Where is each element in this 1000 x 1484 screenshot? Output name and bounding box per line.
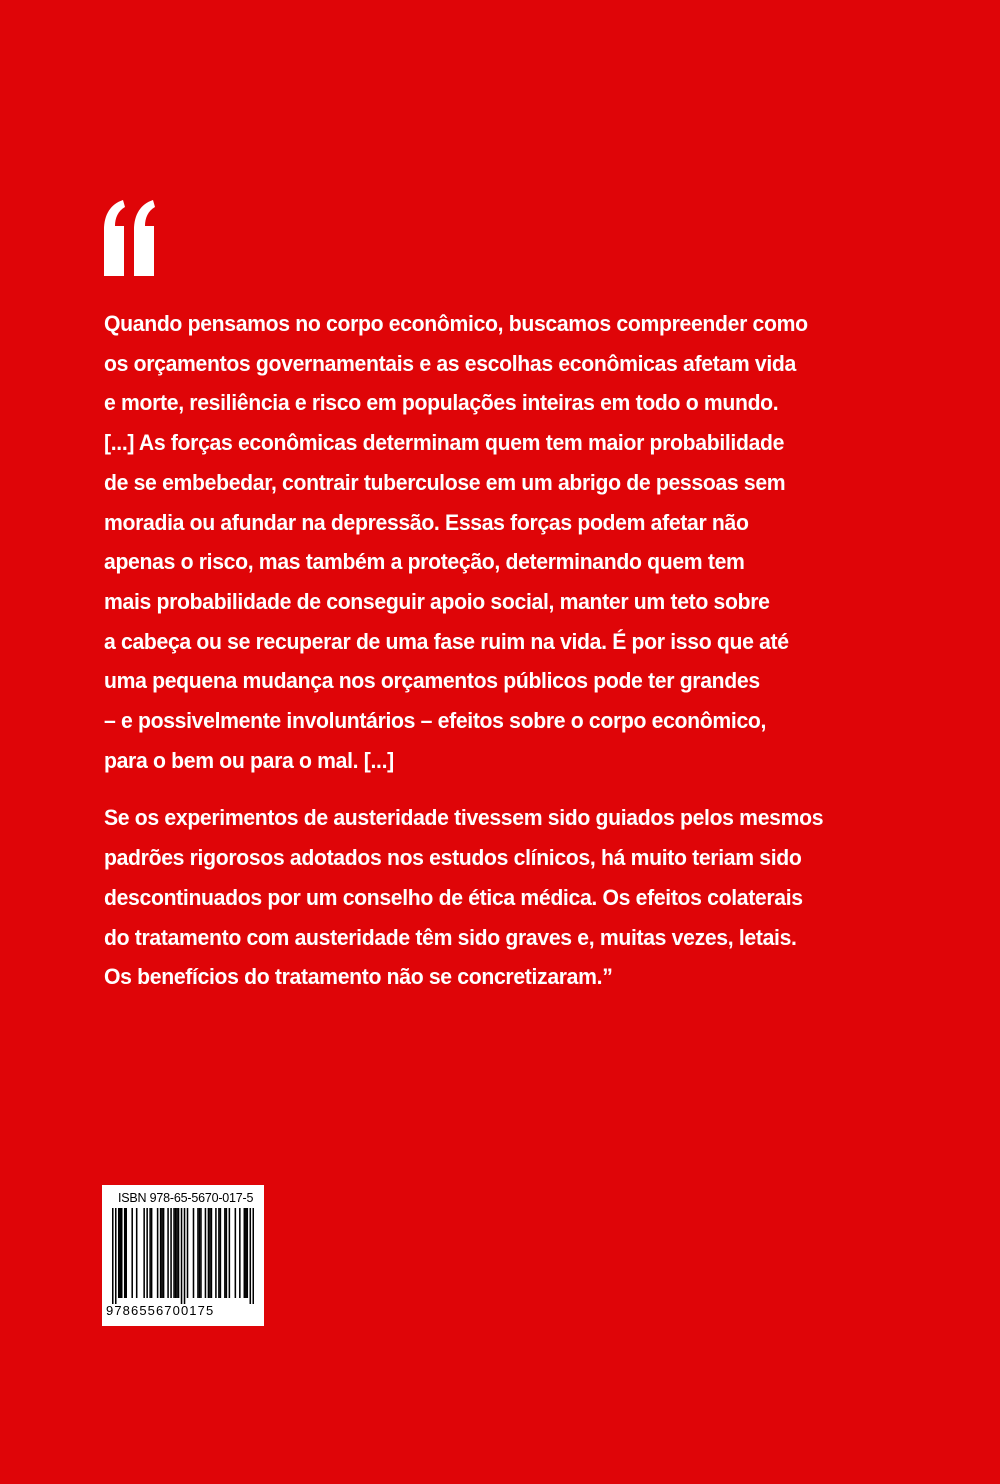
barcode-bar	[247, 1208, 249, 1298]
quote-line: Quando pensamos no corpo econômico, buscamos compreender como	[104, 311, 808, 336]
barcode-bar	[209, 1208, 211, 1298]
barcode-bar	[119, 1208, 121, 1298]
quote-line: moradia ou afundar na depressão. Essas forças podem afetar não	[104, 509, 749, 535]
barcode-bar	[151, 1208, 153, 1298]
barcode-bar	[157, 1208, 159, 1298]
quote-line: apenas o risco, mas também a proteção, determinando quem tem	[104, 549, 745, 575]
barcode-bar	[229, 1208, 231, 1298]
barcode-bar	[215, 1208, 217, 1298]
quote-line: padrões rigorosos adotados nos estudos clínicos, há muito teriam sido	[104, 845, 802, 871]
quote-line: Se os experimentos de austeridade tivessem sido guiados pelos mesmos	[104, 805, 824, 831]
barcode-bar	[205, 1208, 207, 1298]
barcode-bar	[167, 1208, 169, 1298]
barcode-bar	[187, 1208, 189, 1298]
quote-line: uma pequena mudança nos orçamentos públicos pode ter grandes	[104, 668, 760, 694]
quote-text	[104, 304, 868, 997]
barcode-bar	[200, 1208, 202, 1298]
barcode-bar	[161, 1208, 163, 1298]
barcode-bar	[253, 1208, 254, 1304]
barcode-bar	[197, 1208, 199, 1298]
barcode-bar	[124, 1208, 126, 1298]
barcode-bar	[175, 1208, 177, 1298]
barcode-bar	[121, 1208, 123, 1298]
quote-line: [...] As forças econômicas determinam quem tem maior probabilidade	[104, 430, 785, 456]
barcode-bar	[146, 1208, 148, 1298]
quote-line: – e possivelmente involuntários – efeitos sobre o corpo econômico,	[104, 708, 767, 734]
barcode-bar	[199, 1208, 201, 1298]
quote-paragraph-1	[104, 304, 868, 780]
barcode-bar	[160, 1208, 162, 1298]
quote-line: e morte, resiliência e risco em populações inteiras em todo o mundo.	[104, 390, 779, 416]
barcode-bar	[193, 1208, 195, 1298]
barcode-bars	[112, 1208, 254, 1304]
quote-line: a cabeça ou se recuperar de uma fase ruim na vida. É por isso que até	[104, 628, 789, 654]
barcode-bar	[118, 1208, 120, 1298]
ean-digits: 9786556700175	[106, 1303, 215, 1318]
quote-line: Os benefícios do tratamento não se concretizaram.”	[104, 964, 613, 990]
barcode-bar	[250, 1208, 252, 1304]
barcode-bar	[136, 1208, 138, 1298]
barcode-bar	[163, 1208, 165, 1298]
barcode-bar	[208, 1208, 210, 1298]
quote-line: para o bem ou para o mal. [...]	[104, 747, 394, 773]
barcode-bar	[184, 1208, 186, 1304]
barcode-bar	[211, 1208, 213, 1298]
barcode-bar	[125, 1208, 127, 1298]
barcode-bar	[226, 1208, 228, 1298]
barcode-bar	[218, 1208, 220, 1298]
quote-paragraph-2	[104, 798, 868, 997]
quote-line: descontinuados por um conselho de ética médica. Os efeitos colaterais	[104, 884, 803, 910]
quote-line: os orçamentos governamentais e as escolhas econômicas afetam vida	[104, 350, 796, 376]
barcode-bar	[181, 1208, 183, 1304]
barcode-bar	[173, 1208, 175, 1298]
isbn-barcode	[102, 1185, 264, 1326]
open-double-quote-icon	[98, 190, 168, 290]
barcode-bar	[239, 1208, 241, 1298]
barcode-bar	[220, 1208, 222, 1298]
isbn-label: ISBN 978-65-5670-017-5	[118, 1191, 254, 1205]
quote-line: do tratamento com austeridade têm sido graves e, muitas vezes, letais.	[104, 924, 797, 950]
quote-line: de se embebedar, contrair tuberculose em um abrigo de pessoas sem	[104, 469, 786, 495]
barcode-bar	[244, 1208, 246, 1298]
barcode-bar	[115, 1208, 117, 1304]
quote-line: mais probabilidade de conseguir apoio social, manter um teto sobre	[104, 588, 770, 614]
barcode-bar	[131, 1208, 133, 1298]
barcode-bar	[143, 1208, 145, 1298]
barcode-bar	[245, 1208, 247, 1298]
barcode-bar	[149, 1208, 151, 1298]
barcode-bar	[235, 1208, 237, 1298]
barcode-bar	[176, 1208, 178, 1298]
barcode-bar	[224, 1208, 226, 1298]
barcode-bar	[170, 1208, 172, 1298]
barcode-bar	[112, 1208, 114, 1304]
barcode-bar	[178, 1208, 180, 1298]
